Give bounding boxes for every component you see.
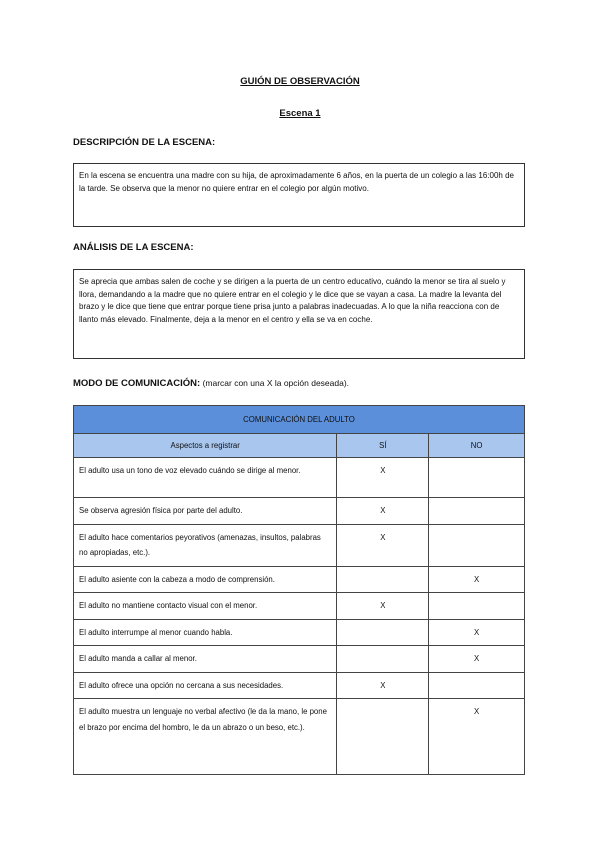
analysis-heading: ANÁLISIS DE LA ESCENA: (73, 242, 194, 253)
aspect-cell: El adulto manda a callar al menor. (74, 646, 337, 673)
yes-cell (337, 646, 429, 673)
table-row (74, 619, 525, 646)
analysis-text: Se aprecia que ambas salen de coche y se dirigen a la puerta de un centro educativo, cuándo la menor se tira al suelo y llora, demandando a la madre que no quiere entrar en el colegio y le dice que se vayan a casa. La madre la levanta del brazo y le dice que tiene que entrar porque tiene prisa junto a palabras inadecuadas. A lo que la niña reacciona con de llanto más elevado. Finalmente, deja a la menor en el centro y ella se va en coche. (79, 277, 506, 324)
table-row (74, 524, 525, 566)
aspect-cell: El adulto hace comentarios peyorativos (amenazas, insultos, palabras no apropiadas, etc.). (74, 524, 337, 566)
mode-label: MODO DE COMUNICACIÓN: (73, 378, 201, 389)
aspect-cell: Se observa agresión física por parte del adulto. (74, 498, 337, 525)
table-title-row (74, 406, 525, 434)
aspect-cell: El adulto ofrece una opción no cercana a sus necesidades. (74, 672, 337, 699)
table-row (74, 458, 525, 498)
yes-cell (337, 699, 429, 775)
aspect-cell: El adulto usa un tono de voz elevado cuándo se dirige al menor. (74, 458, 337, 498)
table-row (74, 566, 525, 593)
no-cell (429, 524, 525, 566)
table-row (74, 646, 525, 673)
yes-cell: X (337, 524, 429, 566)
no-cell: X (429, 619, 525, 646)
description-box (73, 163, 525, 227)
yes-cell (337, 566, 429, 593)
table-row (74, 699, 525, 775)
col-yes-header: SÍ (337, 434, 429, 458)
no-cell (429, 458, 525, 498)
aspect-cell: El adulto no mantiene contacto visual con el menor. (74, 593, 337, 620)
yes-cell: X (337, 593, 429, 620)
scene-title: Escena 1 (279, 108, 321, 119)
no-cell: X (429, 646, 525, 673)
table-row (74, 593, 525, 620)
col-no-header: NO (429, 434, 525, 458)
table-header-row (74, 434, 525, 458)
mode-note: (marcar con una X la opción deseada). (200, 378, 350, 388)
yes-cell (337, 619, 429, 646)
observation-table (73, 405, 525, 775)
table-row (74, 672, 525, 699)
no-cell (429, 593, 525, 620)
col-aspects-header: Aspectos a registrar (74, 434, 337, 458)
yes-cell: X (337, 458, 429, 498)
table-title: COMUNICACIÓN DEL ADULTO (74, 406, 525, 434)
aspect-cell: El adulto muestra un lenguaje no verbal afectivo (le da la mano, le pone el brazo por encima del hombro, le da un abrazo o un beso, etc.). (74, 699, 337, 775)
communication-mode (73, 378, 349, 389)
no-cell: X (429, 566, 525, 593)
description-text: En la escena se encuentra una madre con su hija, de aproximadamente 6 años, en la puerta de un colegio a las 16:00h de la tarde. Se observa que la menor no quiere entrar en el colegio por algún motivo. (79, 171, 514, 193)
yes-cell: X (337, 672, 429, 699)
no-cell (429, 672, 525, 699)
page-title: GUIÓN DE OBSERVACIÓN (240, 76, 360, 87)
analysis-box (73, 269, 525, 359)
aspect-cell: El adulto asiente con la cabeza a modo de comprensión. (74, 566, 337, 593)
no-cell: X (429, 699, 525, 775)
yes-cell: X (337, 498, 429, 525)
no-cell (429, 498, 525, 525)
aspect-cell: El adulto interrumpe al menor cuando habla. (74, 619, 337, 646)
description-heading: DESCRIPCIÓN DE LA ESCENA: (73, 137, 216, 148)
table-row (74, 498, 525, 525)
